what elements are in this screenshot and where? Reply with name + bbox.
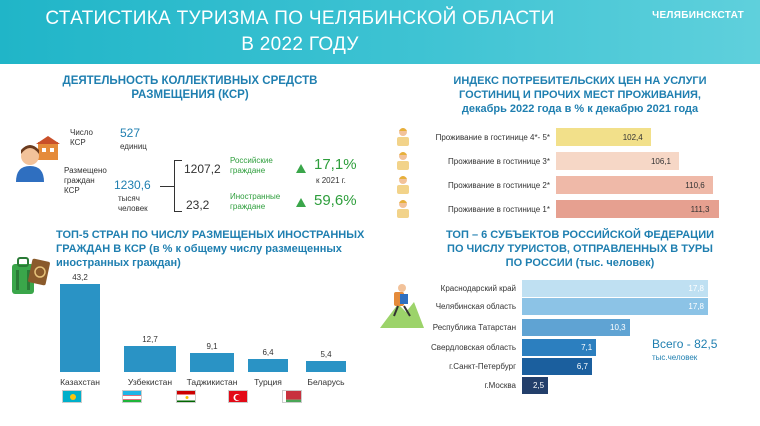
ksr-russian-note: к 2021 г. [316, 176, 346, 185]
top6-category: Свердловская область [431, 343, 516, 352]
cpi-category: Проживание в гостинице 4*- 5* [435, 133, 550, 142]
top6-category: г.Санкт-Петербург [449, 362, 516, 371]
top5-bar-label: 43,2 [72, 272, 88, 282]
top5-bar-label: 9,1 [206, 342, 218, 352]
top5-bar [190, 353, 234, 372]
top6-category: Республика Татарстан [432, 323, 516, 332]
top6-title-line2: ПО ЧИСЛУ ТУРИСТОВ, ОТПРАВЛЕННЫХ В ТУРЫ [447, 243, 713, 255]
top5-title-line2: ГРАЖДАН В КСР (в % к общему числу размещенных [56, 243, 342, 255]
page-title-line2: В 2022 ГОДУ [241, 34, 359, 55]
cpi-title-line2: ГОСТИНИЦ И ПРОЧИХ МЕСТ ПРОЖИВАНИЯ, [459, 89, 701, 101]
top6-category: г.Москва [484, 381, 516, 390]
ksr-count-value: 527 [120, 126, 141, 140]
top6-category: Краснодарский край [440, 284, 516, 293]
bracket-vertical [174, 160, 175, 212]
top6-bar-label: 6,7 [576, 362, 588, 371]
bracket-top [174, 160, 182, 161]
top5-category: Узбекистан [127, 377, 173, 387]
top6-total: Всего - 82,5 [652, 337, 718, 351]
top5-category: Казахстан [60, 377, 100, 387]
top5-category: Беларусь [307, 377, 345, 387]
ksr-russian-label: Российские граждане [230, 156, 273, 175]
up-arrow-icon [296, 198, 306, 207]
cpi-bar-label: 111,3 [690, 205, 710, 214]
top6-bar-label: 10,3 [610, 323, 626, 332]
header-banner [0, 0, 760, 64]
top5-bar [306, 361, 346, 372]
cpi-bar-label: 106,1 [650, 157, 671, 166]
receptionist-icon [394, 198, 412, 218]
ksr-placed-unit: тысяч человек [118, 194, 148, 213]
ksr-title-line1: ДЕЯТЕЛЬНОСТЬ КОЛЛЕКТИВНЫХ СРЕДСТВ [62, 75, 318, 87]
ksr-placed-value: 1230,6 [114, 178, 151, 192]
top6-category: Челябинская область [435, 302, 516, 311]
ksr-foreign-pct: 59,6% [314, 192, 357, 209]
top5-bar [248, 359, 288, 372]
top6-bar-label: 7,1 [581, 343, 593, 352]
receptionist-icon [394, 174, 412, 194]
bracket-bottom [174, 211, 182, 212]
ksr-russian-pct: 17,1% [314, 156, 357, 173]
kazakhstan-flag [62, 390, 82, 403]
luggage-icon [8, 254, 52, 298]
ksr-count-label: Число КСР [70, 128, 94, 147]
top6-bar-label: 2,5 [532, 381, 545, 390]
cpi-bar-label: 110,6 [685, 181, 705, 190]
uzbekistan-flag [122, 390, 142, 403]
top5-bar-label: 5,4 [320, 349, 332, 359]
top5-category: Турция [254, 377, 282, 387]
ksr-placed-label: Размещено граждан КСР [64, 166, 107, 195]
turkey-flag [228, 390, 248, 403]
cpi-title-line3: декабрь 2022 года в % к декабрю 2021 года [461, 103, 699, 115]
brand-logo-text: ЧЕЛЯБИНСКСТАТ [652, 10, 744, 21]
top5-title [56, 228, 376, 270]
top6-total-unit: тыс.человек [652, 353, 698, 362]
ksr-foreign-label: Иностранные граждане [230, 192, 281, 211]
page-title-line1: СТАТИСТИКА ТУРИЗМА ПО ЧЕЛЯБИНСКОЙ ОБЛАСТИ [45, 8, 555, 29]
top6-title-line1: ТОП – 6 СУБЪЕКТОВ РОССИЙСКОЙ ФЕДЕРАЦИИ [445, 229, 715, 241]
cpi-category: Проживание в гостинице 3* [448, 157, 550, 166]
cpi-category: Проживание в гостинице 2* [448, 181, 550, 190]
cpi-bar-label: 102,4 [622, 133, 643, 142]
ksr-title [30, 74, 350, 102]
top5-bar [60, 284, 100, 372]
belarus-flag [282, 390, 302, 403]
top5-category: Таджикистан [186, 377, 238, 387]
receptionist-icon [394, 126, 412, 146]
up-arrow-icon [296, 164, 306, 173]
top5-title-line1: ТОП-5 СТРАН ПО ЧИСЛУ РАЗМЕЩЕНЫХ ИНОСТРАННЫХ [56, 229, 365, 241]
ksr-russian-value: 1207,2 [184, 162, 221, 176]
top5-bar-label: 6,4 [262, 347, 274, 357]
cpi-title [410, 74, 750, 116]
ksr-count-unit: единиц [120, 142, 147, 151]
top5-bar-label: 12,7 [142, 335, 158, 345]
ksr-title-line2: РАЗМЕЩЕНИЯ (КСР) [131, 89, 249, 101]
bracket-stem [160, 186, 174, 187]
ksr-foreign-value: 23,2 [186, 198, 210, 212]
top6-bar-label: 17,8 [688, 284, 704, 293]
cpi-category: Проживание в гостинице 1* [448, 205, 550, 214]
top5-title-line3: иностранных граждан) [56, 257, 181, 269]
person-house-icon [14, 136, 62, 184]
top6-bar-label: 17,8 [688, 302, 704, 311]
top6-title-line3: ПО РОССИИ (тыс. человек) [505, 257, 655, 269]
top6-title [420, 228, 740, 270]
cpi-title-line1: ИНДЕКС ПОТРЕБИТЕЛЬСКИХ ЦЕН НА УСЛУГИ [453, 75, 707, 87]
top5-bar [124, 346, 176, 372]
tajikistan-flag [176, 390, 196, 403]
receptionist-icon [394, 150, 412, 170]
